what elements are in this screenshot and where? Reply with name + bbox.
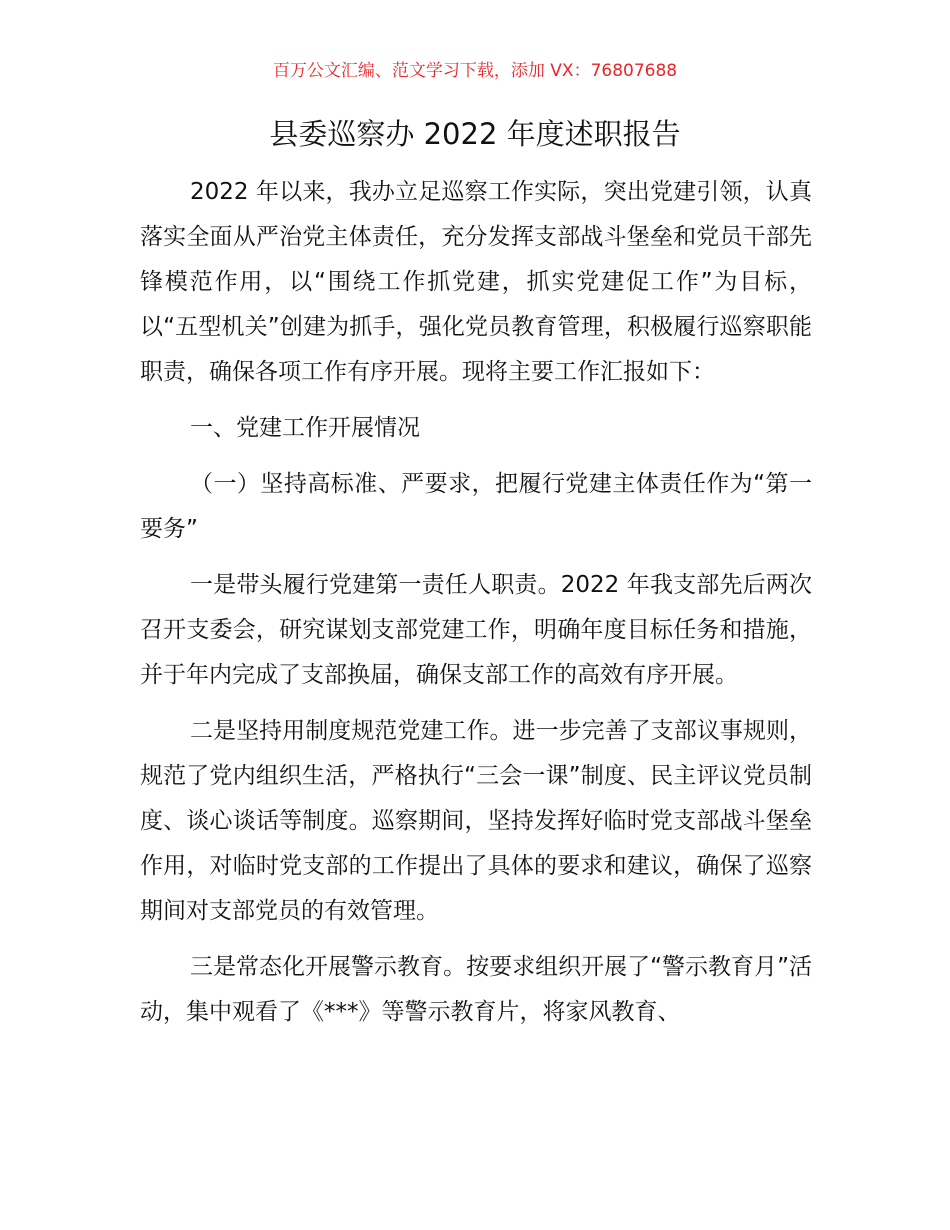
paragraph-item-2: 二是坚持用制度规范党建工作。进一步完善了支部议事规则，规范了党内组织生活，严格执行“三会一课”制度、民主评议党员制度、谈心谈话等制度。巡察期间，坚持发挥好临时党支部战斗堡垒作用，对临时党支部的工作提出了具体的要求和建议，确保了巡察期间对支部党员的有效管理。 bbox=[140, 718, 812, 924]
subsection-heading-1: （一）坚持高标准、严要求，把履行党建主体责任作为“第一要务” bbox=[140, 471, 812, 542]
header-watermark-line: 百万公文汇编、范文学习下载，添加 VX：76807688 bbox=[272, 61, 678, 81]
paragraph-intro: 2022 年以来，我办立足巡察工作实际，突出党建引领，认真落实全面从严治党主体责任，充分发挥支部战斗堡垒和党员干部先锋模范作用，以“围绕工作抓党建，抓实党建促工作”为目标，以“五型机关”创建为抓手，强化党员教育管理，积极履行巡察职能职责，确保各项工作有序开展。现将主要工作汇报如下： bbox=[140, 179, 812, 385]
document-body bbox=[140, 170, 812, 1046]
document-title: 县委巡察办 2022 年度述职报告 bbox=[269, 117, 681, 151]
paragraph-item-3: 三是常态化开展警示教育。按要求组织开展了“警示教育月”活动，集中观看了《***》等警示教育片，将家风教育、 bbox=[140, 954, 812, 1025]
section-heading-1: 一、党建工作开展情况 bbox=[190, 415, 420, 441]
paragraph-item-1: 一是带头履行党建第一责任人职责。2022 年我支部先后两次召开支委会，研究谋划支部党建工作，明确年度目标任务和措施，并于年内完成了支部换届，确保支部工作的高效有序开展。 bbox=[140, 572, 812, 688]
